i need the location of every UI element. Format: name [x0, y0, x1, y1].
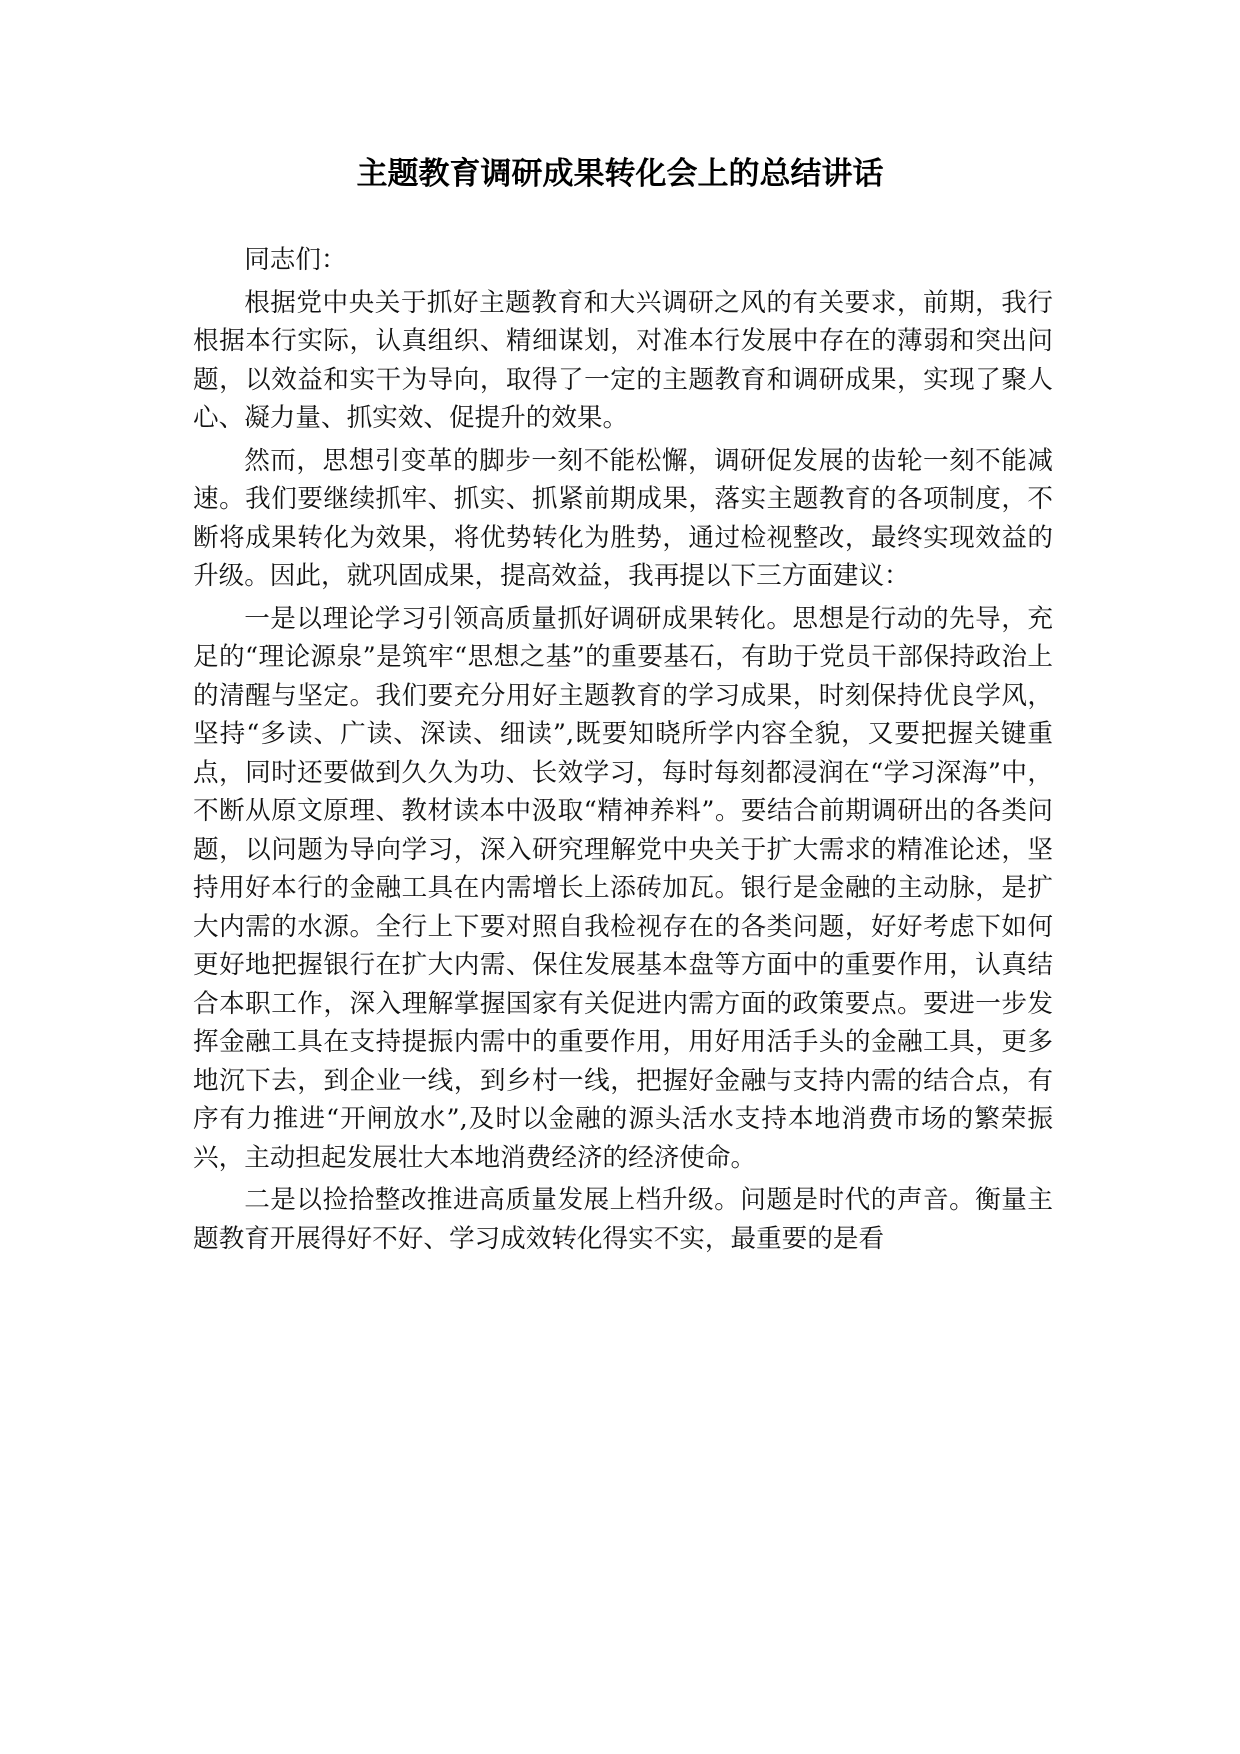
body-paragraph: 根据党中央关于抓好主题教育和大兴调研之风的有关要求，前期，我行根据本行实际，认真组织、精细谋划，对准本行发展中存在的薄弱和突出问题，以效益和实干为导向，取得了一定的主题教育和调研成果，实现了聚人心、凝力量、抓实效、促提升的效果。 — [193, 287, 1053, 433]
document-title: 主题教育调研成果转化会上的总结讲话 — [356, 156, 884, 192]
body-paragraph: 一是以理论学习引领高质量抓好调研成果转化。思想是行动的先导，充足的“理论源泉”是筑牢“思想之基”的重要基石，有助于党员干部保持政治上的清醒与坚定。我们要充分用好主题教育的学习成果，时刻保持优良学风，坚持“多读、广读、深读、细读”,既要知晓所学内容全貌，又要把握关键重点，同时还要做到久久为功、长效学习，每时每刻都浸润在“学习深海”中，不断从原文原理、教材读本中汲取“精神养料”。要结合前期调研出的各类问题，以问题为导向学习，深入研究理解党中央关于扩大需求的精准论述，坚持用好本行的金融工具在内需增长上添砖加瓦。银行是金融的主动脉，是扩大内需的水源。全行上下要对照自我检视存在的各类问题，好好考虑下如何更好地把握银行在扩大内需、保住发展基本盘等方面中的重要作用，认真结合本职工作，深入理解掌握国家有关促进内需方面的政策要点。要进一步发挥金融工具在支持提振内需中的重要作用，用好用活手头的金融工具，更多地沉下去，到企业一线，到乡村一线，把握好金融与支持内需的结合点，有序有力推进“开闸放水”,及时以金融的源头活水支持本地消费市场的繁荣振兴，主动担起发展壮大本地消费经济的经济使命。 — [193, 603, 1053, 1173]
body-paragraph: 二是以捡拾整改推进高质量发展上档升级。问题是时代的声音。衡量主题教育开展得好不好、学习成效转化得实不实，最重要的是看 — [193, 1185, 1053, 1254]
salutation-paragraph: 同志们： — [244, 245, 347, 275]
body-paragraph: 然而，思想引变革的脚步一刻不能松懈，调研促发展的齿轮一刻不能减速。我们要继续抓牢、抓实、抓紧前期成果，落实主题教育的各项制度，不断将成果转化为效果，将优势转化为胜势，通过检视整改，最终实现效益的升级。因此，就巩固成果，提高效益，我再提以下三方面建议： — [193, 445, 1053, 591]
document-body — [193, 241, 1053, 1262]
